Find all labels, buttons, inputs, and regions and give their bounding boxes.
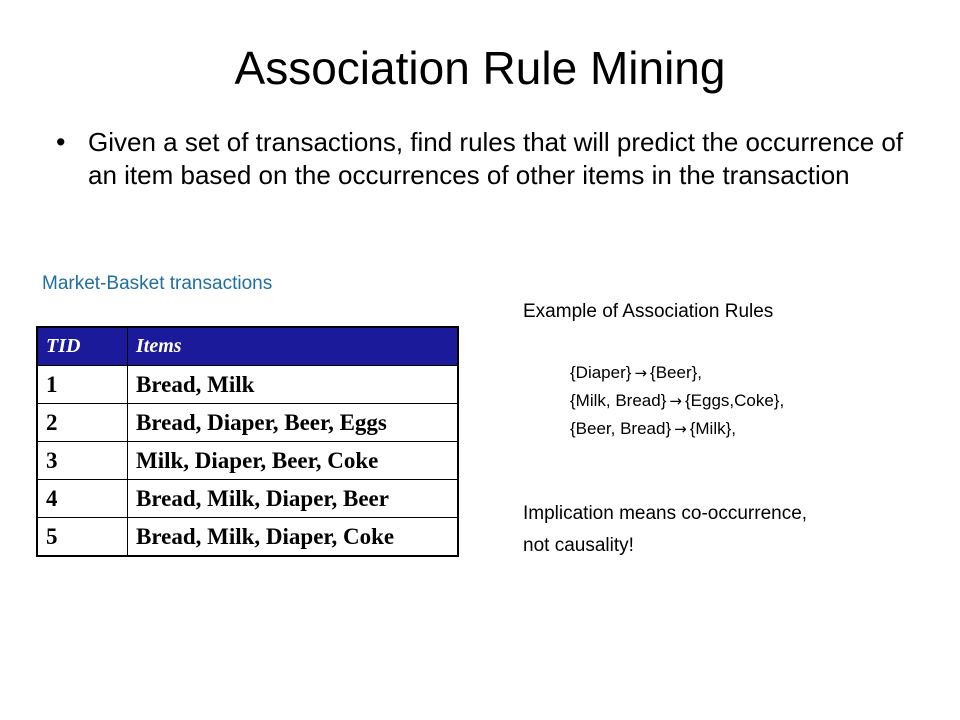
rule-rhs: {Milk}, [689, 419, 737, 438]
transactions-table [36, 326, 459, 557]
rule-lhs: {Diaper} [570, 363, 632, 382]
cell-items: Bread, Milk, Diaper, Beer [128, 480, 459, 518]
rule-rhs: {Beer}, [650, 363, 703, 382]
rule-lhs: {Beer, Bread} [570, 419, 672, 438]
right-arrow-icon: → [634, 364, 648, 382]
cell-items: Bread, Milk [128, 366, 459, 404]
header-tid: TID [37, 327, 128, 366]
bullet-text: Given a set of transactions, find rules that will predict the occurrence of an item based on the occurrences of other items in the transaction [88, 127, 904, 190]
implication-note [523, 498, 923, 562]
cell-tid: 1 [37, 366, 128, 404]
table-row [37, 480, 458, 518]
header-items: Items [128, 327, 459, 366]
bullet-dot-icon: • [56, 127, 66, 157]
right-arrow-icon: → [669, 392, 682, 410]
table-row [37, 366, 458, 404]
cell-tid: 5 [37, 518, 128, 557]
rule-rhs: {Eggs,Coke}, [684, 391, 785, 410]
cell-tid: 3 [37, 442, 128, 480]
table-row [37, 404, 458, 442]
table-row [37, 518, 458, 557]
cell-items: Bread, Diaper, Beer, Eggs [128, 404, 459, 442]
rule-lhs: {Milk, Bread} [570, 391, 667, 410]
cell-items: Milk, Diaper, Beer, Coke [128, 442, 459, 480]
table-header-row [37, 327, 458, 366]
slide-title: Association Rule Mining [234, 42, 726, 94]
table-row [37, 442, 458, 480]
cell-items: Bread, Milk, Diaper, Coke [128, 518, 459, 557]
implication-line: not causality! [523, 535, 634, 556]
rule-item [570, 387, 784, 415]
rules-list [570, 359, 784, 443]
right-arrow-icon: → [674, 420, 687, 438]
rule-item [570, 359, 784, 387]
table-caption: Market-Basket transactions [42, 273, 273, 294]
rule-item [570, 415, 784, 443]
cell-tid: 2 [37, 404, 128, 442]
cell-tid: 4 [37, 480, 128, 518]
implication-line: Implication means co-occurrence, [523, 503, 808, 524]
rules-heading: Example of Association Rules [523, 301, 774, 322]
